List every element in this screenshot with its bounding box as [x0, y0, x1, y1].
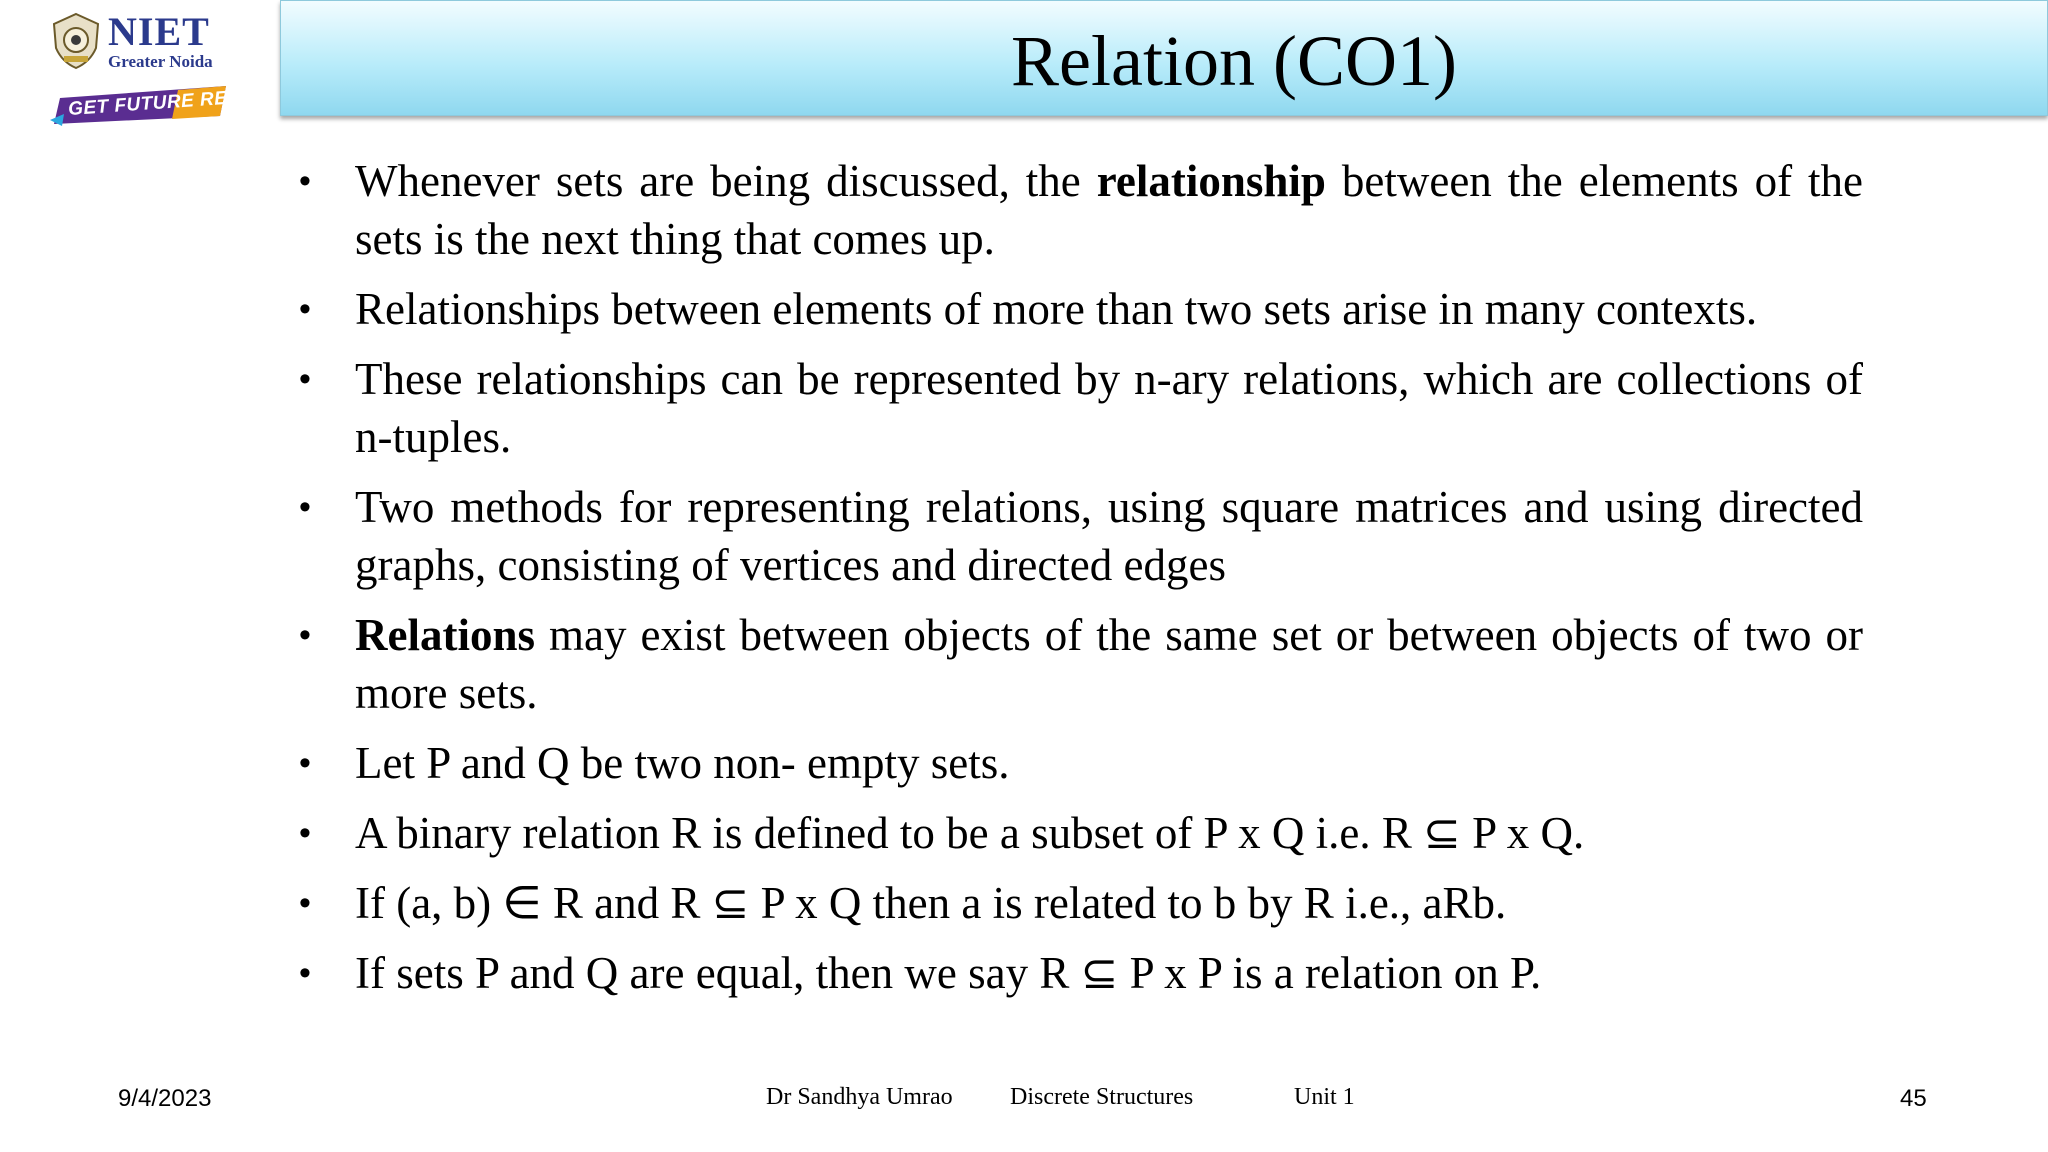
bullet-text: between the elements of the sets is the next thing that comes up. [355, 156, 1863, 264]
bullet-item [295, 874, 1863, 932]
footer-author: Dr Sandhya Umrao [766, 1084, 953, 1110]
bullet-text: Whenever sets are being discussed, the [355, 156, 1097, 206]
bullet-item [295, 606, 1863, 722]
slide-title: Relation (CO1) [1011, 21, 1457, 101]
footer-unit: Unit 1 [1294, 1084, 1355, 1110]
logo-name: NIET [108, 9, 210, 54]
bullet-item [295, 350, 1863, 466]
footer-course: Discrete Structures [1010, 1084, 1194, 1110]
bullet-text: If sets P and Q are equal, then we say R ⊆ P x P is a relation on P. [355, 948, 1542, 998]
bullet-text: These relationships can be represented by n-ary relations, which are collections of n-tuples. [355, 354, 1863, 462]
bullet-marker: • [299, 162, 311, 200]
bullet-marker: • [299, 814, 311, 852]
bullet-item [295, 478, 1863, 594]
bullet-marker: • [299, 360, 311, 398]
bullet-text: Let P and Q be two non- empty sets. [355, 738, 1010, 788]
bullet-marker: • [299, 954, 311, 992]
bullet-text: A binary relation R is defined to be a subset of P x Q i.e. R ⊆ P x Q. [355, 808, 1585, 858]
bullet-item [295, 804, 1863, 862]
bullet-marker: • [299, 290, 311, 328]
page-number: 45 [1900, 1085, 1927, 1112]
bullet-marker: • [299, 488, 311, 526]
bullet-item [295, 280, 1863, 338]
logo-tagline: GET FUTURE READY [67, 85, 270, 120]
bullet-text: If (a, b) ∈ R and R ⊆ P x Q then a is related to b by R i.e., aRb. [355, 878, 1507, 928]
niet-logo [50, 9, 270, 128]
bullet-text: may exist between objects of the same set or between objects of two or more sets. [355, 610, 1863, 718]
title-bar [280, 0, 2048, 116]
bullet-marker: • [299, 744, 311, 782]
bullet-bold-text: relationship [1096, 156, 1326, 206]
footer-date: 9/4/2023 [118, 1085, 212, 1112]
bullet-marker: • [299, 884, 311, 922]
bullet-item [295, 152, 1863, 268]
logo-subtitle: Greater Noida [108, 52, 213, 71]
crest-icon [50, 12, 102, 70]
bullet-marker: • [299, 616, 311, 654]
bullet-list [295, 152, 1863, 1014]
bullet-bold-text: Relations [355, 610, 535, 660]
bullet-text: Relationships between elements of more than two sets arise in many contexts. [355, 284, 1758, 334]
bullet-item [295, 734, 1863, 792]
bullet-item [295, 944, 1863, 1002]
bullet-text: Two methods for representing relations, using square matrices and using directed graphs, consisting of vertices and directed edges [355, 482, 1863, 590]
